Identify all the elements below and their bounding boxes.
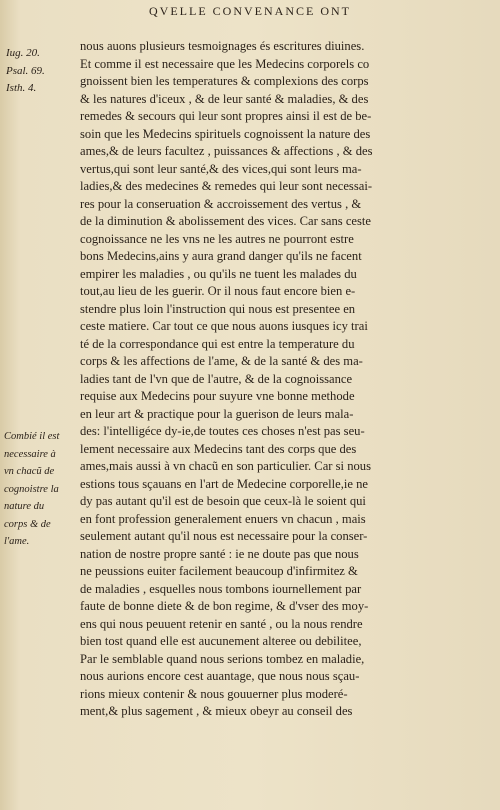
text-line: en font profession generalement enuers vn chacun , mais	[80, 511, 366, 526]
text-line: ens qui nous peuuent retenir en santé , ou la nous rendre	[80, 616, 363, 631]
reference-2: Psal. 69.	[6, 64, 45, 77]
text-line: lement necessaire aux Medecins tant des corps que des	[80, 441, 357, 456]
text-line: tout,au lieu de les guerir. Or il nous faut encore bien e-	[80, 284, 356, 298]
text-line: té de la correspondance qui est entre la temperature du	[80, 336, 355, 351]
text-line: de maladies , esquelles nous tombons iournellement par	[80, 581, 362, 596]
text-line: rions mieux contenir & nous gouuerner plus moderé-	[80, 686, 348, 701]
text-line: bien tost quand elle est aucunement alteree ou debilitee,	[80, 634, 362, 648]
text-line: res pour la conseruation & accroissement des vertus , &	[80, 196, 362, 211]
margin-note-line: corps & de	[4, 518, 51, 530]
margin-note-line: nature du	[4, 501, 45, 512]
text-line: ment,& plus sagement , & mieux obeyr au conseil des	[80, 704, 353, 718]
text-line: ceste matiere. Car tout ce que nous auons iusques icy trai	[80, 319, 368, 333]
text-line: corps & les affections de l'ame, & de la santé & des ma-	[80, 354, 363, 368]
body-text	[80, 38, 460, 721]
reference-1: Iug. 20.	[6, 47, 40, 59]
margin-note-line: vn chacũ de	[4, 466, 55, 477]
running-header: QVELLE CONVENANCE ONT	[149, 4, 351, 18]
margin-note-line: cognoistre la	[4, 483, 59, 495]
text-line: faute de bonne diete & de bon regime, & d'vser des moy-	[80, 599, 369, 613]
text-line: vertus,qui sont leur santé,& des vices,qui sont leurs ma-	[80, 161, 362, 176]
text-line: cognoissance ne les vns ne les autres ne pourront estre	[80, 231, 354, 246]
text-line: en leur art & practique pour la guerison de leurs mala-	[80, 406, 354, 421]
text-line: estions tous sçauans en l'art de Medecine corporelle,ie ne	[80, 476, 368, 491]
reference-3: Isth. 4.	[6, 82, 37, 94]
text-line: ne peussions euiter facilement beaucoup d'infirmitez &	[80, 564, 358, 578]
text-line: gnoissent bien les temperatures & complexions des corps	[80, 74, 369, 88]
margin-note-line: Combié il est	[4, 431, 60, 442]
margin-note-line: l'ame.	[4, 536, 30, 547]
text-line: de la diminution & abolissement des vices. Car sans ceste	[80, 214, 371, 228]
text-line: bons Medecins,ains y aura grand danger qu'ils ne facent	[80, 249, 362, 263]
text-line: dy pas autant qu'il est de besoin que ceux-là le soient qui	[80, 494, 366, 508]
text-line: des: l'intelligéce dy-ie,de toutes ces choses n'est pas seu-	[80, 424, 365, 438]
text-line: ladies tant de l'vn que de l'autre, & de la cognoissance	[80, 371, 353, 386]
text-line: & les natures d'iceux , & de leur santé & maladies, & des	[80, 91, 369, 106]
text-line: ames,& de leurs facultez , puissances & affections , & des	[80, 144, 373, 158]
text-line: ladies,& des medecines & remedes qui leur sont necessai-	[80, 179, 373, 193]
text-line: soin que les Medecins spirituels cognoissent la nature des	[80, 126, 371, 141]
text-line: ames,mais aussi à vn chacũ en son particulier. Car si nous	[80, 459, 371, 473]
scripture-references	[6, 45, 76, 98]
text-line: requise aux Medecins pour suyure vne bonne methode	[80, 389, 355, 403]
text-line: nous aurions encore cest auantage, que nous nous sçau-	[80, 669, 360, 683]
text-line: Par le semblable quand nous serions tombez en maladie,	[80, 651, 365, 666]
text-line: nation de nostre propre santé : ie ne doute pas que nous	[80, 546, 359, 561]
text-line: Et comme il est necessaire que les Medecins corporels co	[80, 56, 370, 71]
margin-note	[4, 428, 80, 551]
text-line: stendre plus loin l'instruction qui nous est presentee en	[80, 301, 356, 316]
text-line: nous auons plusieurs tesmoignages és escritures diuines.	[80, 39, 365, 53]
text-line: empirer les maladies , ou qu'ils ne tuent les malades du	[80, 266, 357, 281]
text-line: seulement autant qu'il nous est necessaire pour la conser-	[80, 529, 368, 543]
text-line: remedes & secours qui leur sont propres ainsi il est de be-	[80, 109, 372, 123]
margin-note-line: necessaire à	[4, 448, 56, 460]
